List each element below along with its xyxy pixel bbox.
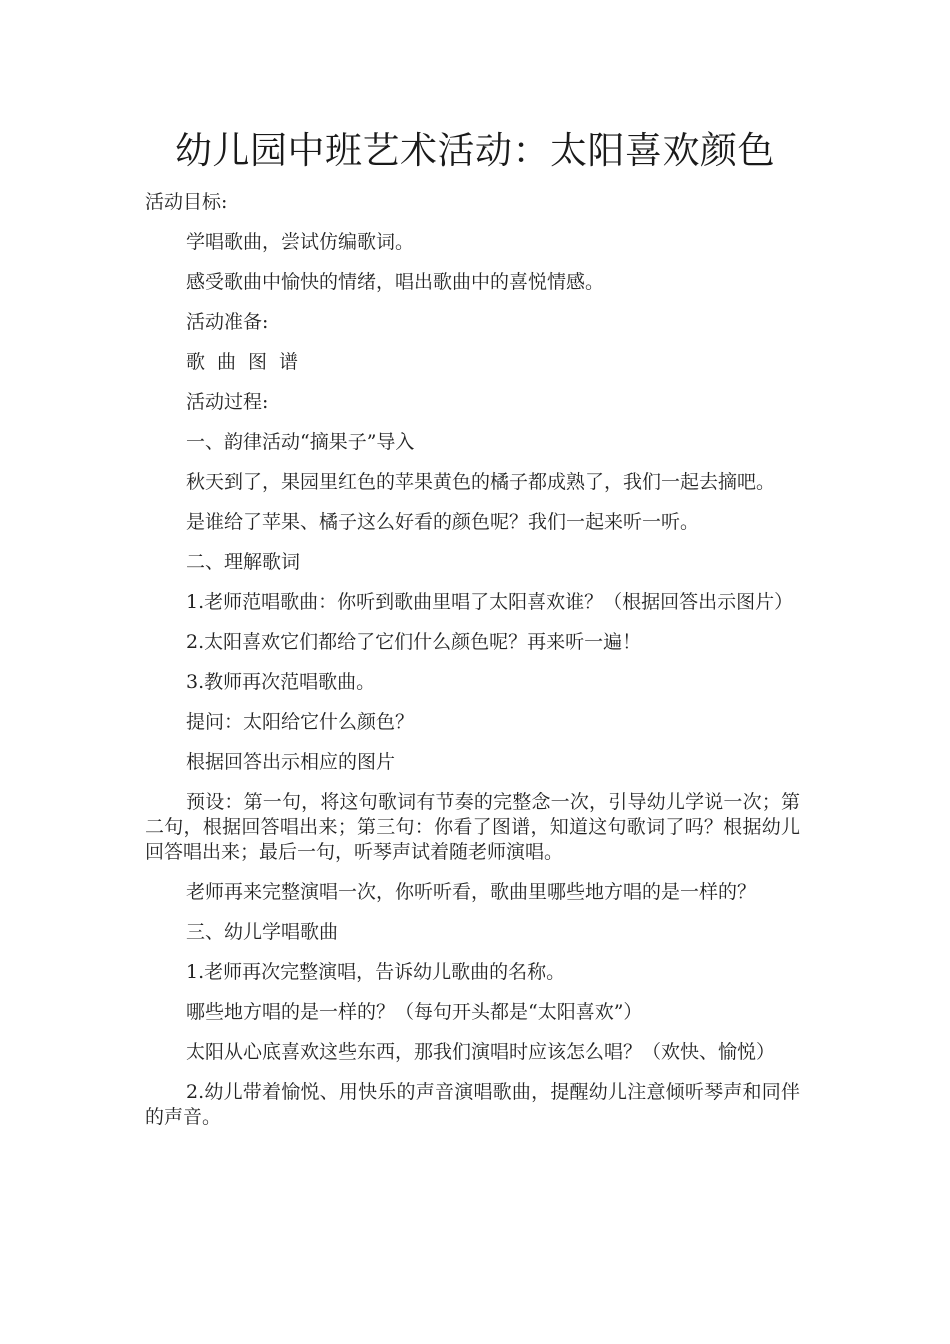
section-heading-preparation: 活动准备: [186,311,269,333]
paragraph: 预设：第一句，将这句歌词有节奏的完整念一次，引导幼儿学说一次；第二句，根据回答唱出来；第三句：你看了图谱，知道这句歌词了吗？根据幼儿回答唱出来；最后一句，听琴声试着随老师演唱。 [145,791,800,863]
paragraph: 哪些地方唱的是一样的？（每句开头都是“太阳喜欢”） [186,1001,643,1023]
process-step-heading: 二、理解歌词 [186,551,301,573]
paragraph: 是谁给了苹果、橘子这么好看的颜色呢？我们一起来听一听。 [186,511,700,533]
process-step-heading: 一、韵律活动“摘果子”导入 [186,431,415,453]
paragraph: 根据回答出示相应的图片 [186,751,396,773]
paragraph: 1.老师再次完整演唱，告诉幼儿歌曲的名称。 [186,961,566,983]
section-heading-goals: 活动目标: [145,191,228,213]
paragraph: 提问：太阳给它什么颜色？ [186,711,415,733]
process-step-heading: 三、幼儿学唱歌曲 [186,921,339,943]
section-heading-process: 活动过程: [186,391,269,413]
paragraph: 2.太阳喜欢它们都给了它们什么颜色呢？再来听一遍！ [186,631,642,653]
goal-item: 感受歌曲中愉快的情绪，唱出歌曲中的喜悦情感。 [186,271,605,293]
paragraph: 2.幼儿带着愉悦、用快乐的声音演唱歌曲，提醒幼儿注意倾听琴声和同伴的声音。 [145,1081,800,1128]
document-title: 幼儿园中班艺术活动：太阳喜欢颜色 [175,129,775,172]
paragraph: 太阳从心底喜欢这些东西，那我们演唱时应该怎么唱？（欢快、愉悦） [186,1041,776,1063]
preparation-item: 歌曲图谱 [186,351,311,373]
paragraph: 3.教师再次范唱歌曲。 [186,671,376,693]
paragraph: 老师再来完整演唱一次，你听听看，歌曲里哪些地方唱的是一样的？ [186,881,757,903]
paragraph: 秋天到了，果园里红色的苹果黄色的橘子都成熟了，我们一起去摘吧。 [186,471,776,493]
document-body [145,190,800,1145]
paragraph: 1.老师范唱歌曲：你听到歌曲里唱了太阳喜欢谁？（根据回答出示图片） [186,591,794,613]
goal-item: 学唱歌曲，尝试仿编歌词。 [186,231,415,253]
